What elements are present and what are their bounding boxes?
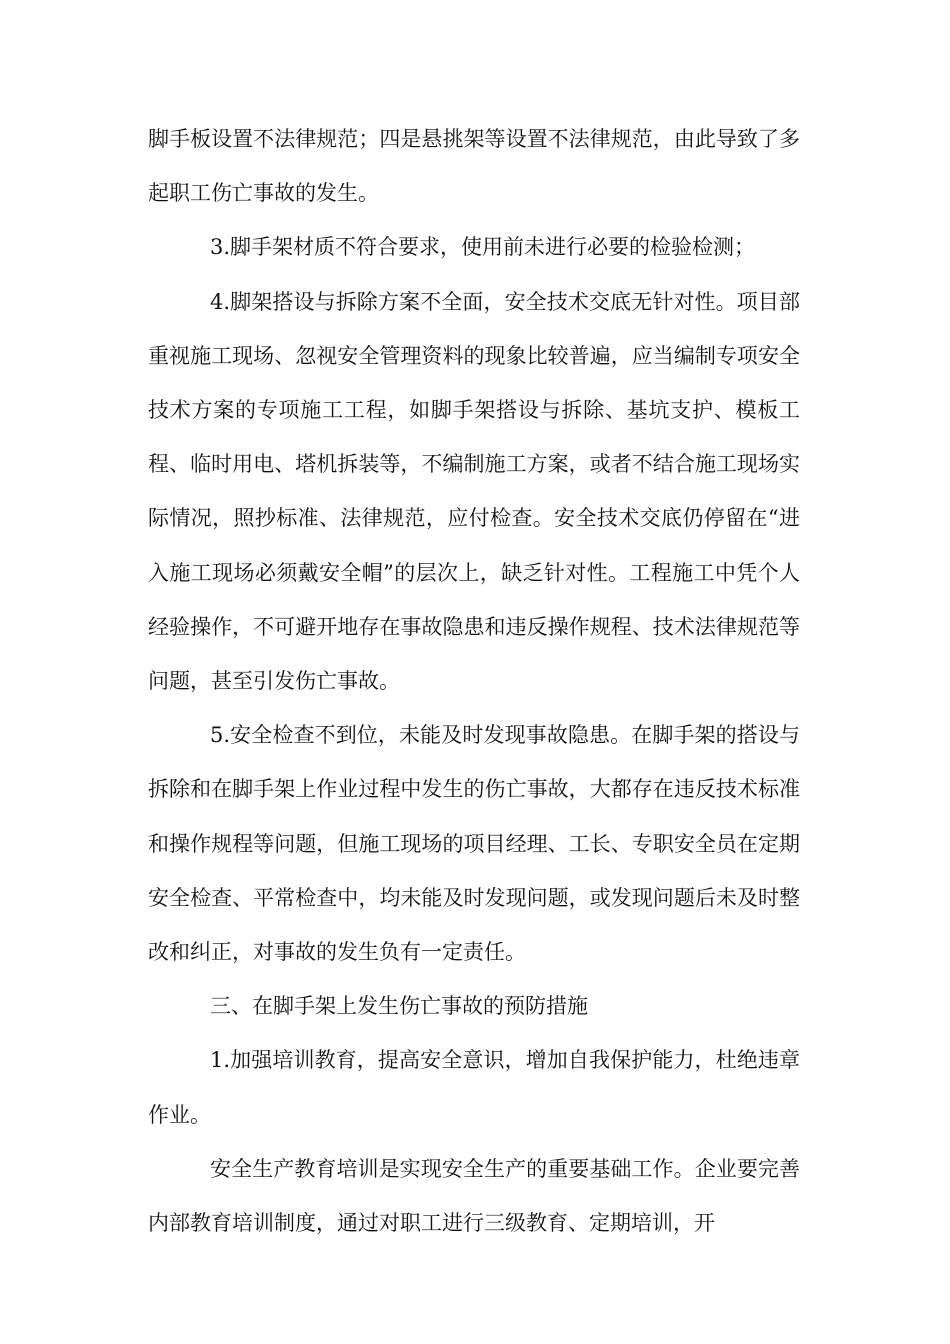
paragraph-item-5-inspection: 5.安全检查不到位，未能及时发现事故隐患。在脚手架的搭设与拆除和在脚手架上作业过程中发生的伤亡事故，大都存在违反技术标准和操作规程等问题，但施工现场的项目经理、工长、专职安全员在定期安全检查、平常检查中，均未能及时发现问题，或发现问题后未及时整改和纠正，对事故的发生负有一定责任。 [148, 723, 800, 965]
document-body [148, 112, 800, 1250]
paragraph-measure-1-training: 1.加强培训教育，提高安全意识，增加自我保护能力，杜绝违章作业。 [148, 1048, 800, 1127]
paragraph-item-3-material: 3.脚手架材质不符合要求，使用前未进行必要的检验检测； [210, 235, 756, 260]
paragraph-scaffold-board-continuation: 脚手板设置不法律规范；四是悬挑架等设置不法律规范，由此导致了多起职工伤亡事故的发生。 [148, 127, 800, 206]
paragraph-training-detail: 安全生产教育培训是实现安全生产的重要基础工作。企业要完善内部教育培训制度，通过对职工进行三级教育、定期培训，开 [148, 1156, 800, 1236]
paragraph-item-4-plan: 4.脚架搭设与拆除方案不全面，安全技术交底无针对性。项目部重视施工现场、忽视安全管理资料的现象比较普遍，应当编制专项安全技术方案的专项施工工程，如脚手架搭设与拆除、基坑支护、模板工程、临时用电、塔机拆装等，不编制施工方案，或者不结合施工现场实际情况，照抄标准、法律规范，应付检查。安全技术交底仍停留在“进入施工现场必须戴安全帽”的层次上，缺乏针对性。工程施工中凭个人经验操作，不可避开地存在事故隐患和违反操作规程、技术法律规范等问题，甚至引发伤亡事故。 [148, 289, 800, 694]
section-heading-prevention: 三、在脚手架上发生伤亡事故的预防措施 [210, 994, 588, 1019]
